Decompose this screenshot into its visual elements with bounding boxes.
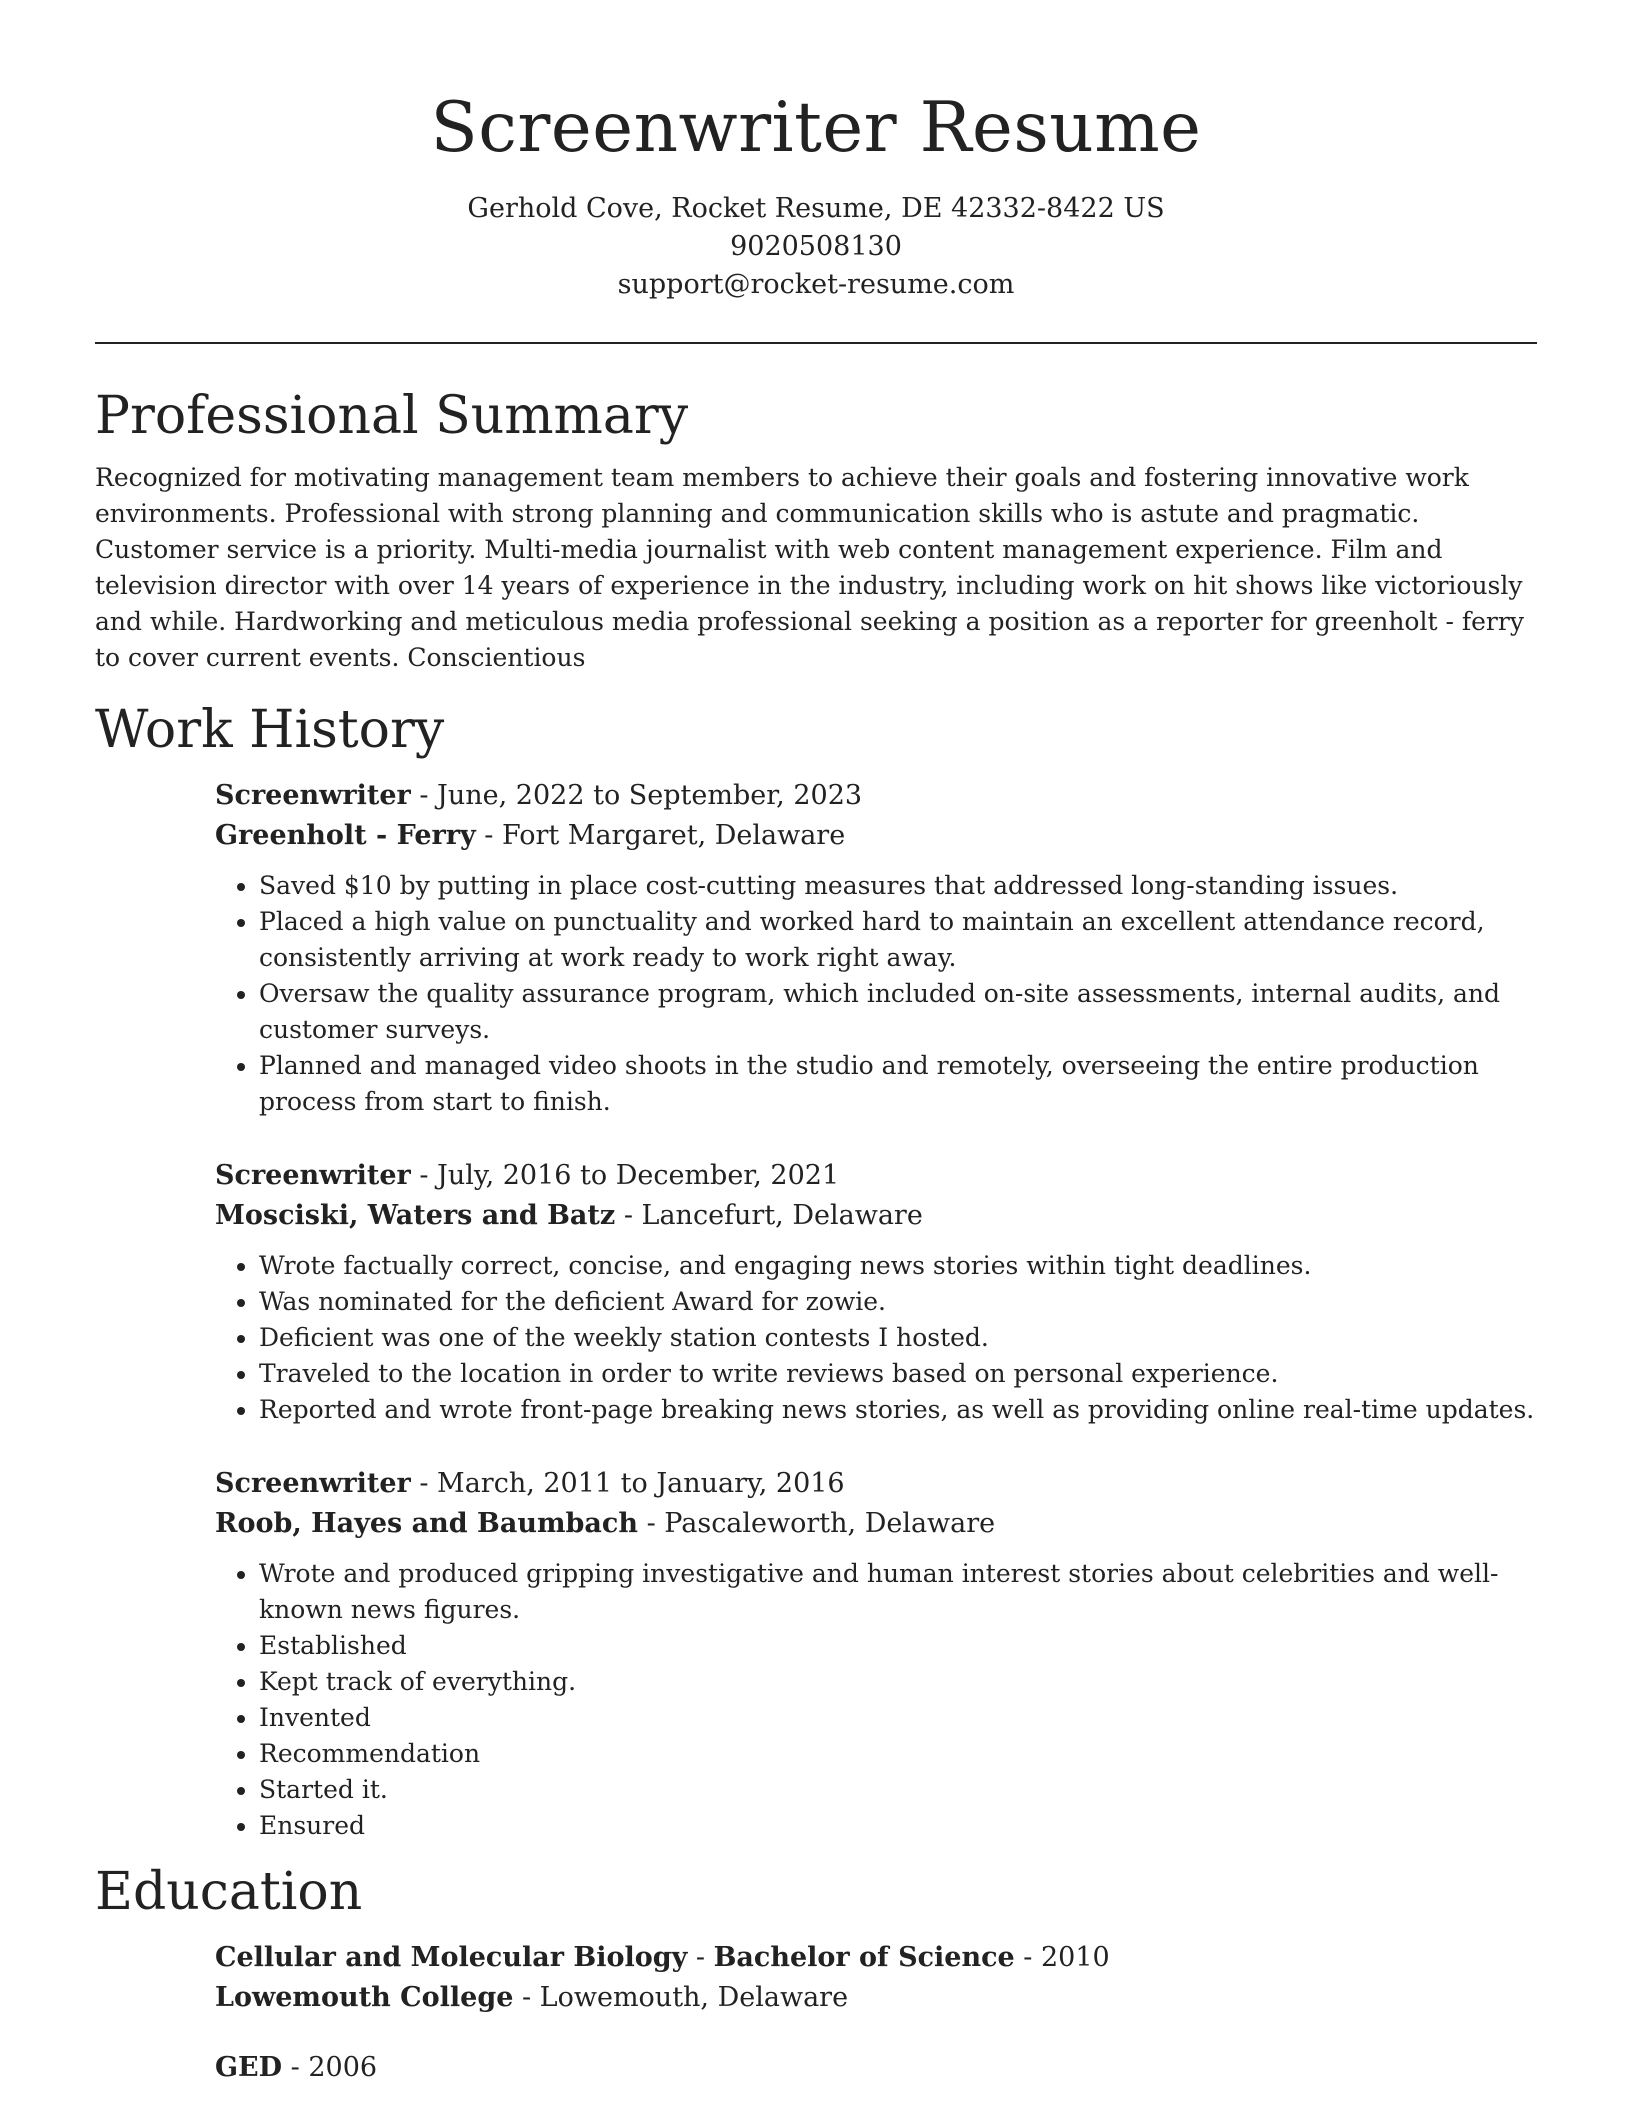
job-bullet: • Recommendation (259, 1736, 1537, 1772)
job-company: Roob, Hayes and Baumbach (215, 1508, 638, 1539)
job-bullet: • Traveled to the location in order to write reviews based on personal experience. (259, 1356, 1537, 1392)
job-dates: March, 2011 to January, 2016 (437, 1468, 845, 1499)
job-bullet: • Reported and wrote front-page breaking news stories, as well as providing online real-time updates. (259, 1392, 1537, 1428)
job-title: Screenwriter (215, 1468, 411, 1499)
job-entry (215, 776, 1537, 1120)
education-degree: GED (215, 2052, 283, 2083)
work-history-heading: Work History (95, 700, 445, 760)
education-school-line: Lowemouth College - Lowemouth, Delaware (215, 1982, 849, 2013)
header-divider (95, 342, 1537, 344)
education-location: Lowemouth, Delaware (539, 1982, 849, 2013)
job-bullet: • Started it. (259, 1772, 1537, 1808)
job-bullets (215, 868, 1537, 1120)
job-bullet: • Saved $10 by putting in place cost-cutting measures that addressed long-standing issues. (259, 868, 1537, 904)
job-bullet: • Oversaw the quality assurance program, which included on-site assessments, internal audits, and customer surveys. (259, 976, 1537, 1048)
job-dates: June, 2022 to September, 2023 (437, 780, 863, 811)
job-location: Pascaleworth, Delaware (664, 1508, 996, 1539)
job-company-line: Roob, Hayes and Baumbach - Pascaleworth, Delaware (215, 1508, 996, 1539)
job-bullet: • Was nominated for the deficient Award for zowie. (259, 1284, 1537, 1320)
job-title-line: Screenwriter - June, 2022 to September, 2023 (215, 780, 863, 811)
job-entry (215, 1156, 1537, 1428)
job-title-line: Screenwriter - March, 2011 to January, 2016 (215, 1468, 845, 1499)
job-bullet: • Placed a high value on punctuality and worked hard to maintain an excellent attendance record, consistently arriving at work ready to work right away. (259, 904, 1537, 976)
education-degree: Bachelor of Science (713, 1942, 1015, 1973)
contact-email: support@rocket-resume.com (617, 269, 1015, 300)
job-title-line: Screenwriter - July, 2016 to December, 2021 (215, 1160, 840, 1191)
job-bullet: • Wrote factually correct, concise, and engaging news stories within tight deadlines. (259, 1248, 1537, 1284)
education-heading: Education (95, 1862, 363, 1922)
job-bullet: • Planned and managed video shoots in the studio and remotely, overseeing the entire production process from start to finish. (259, 1048, 1537, 1120)
job-bullet: • Deficient was one of the weekly station contests I hosted. (259, 1320, 1537, 1356)
education-degree-line: Cellular and Molecular Biology - Bachelor of Science - 2010 (215, 1942, 1110, 1973)
job-bullets (215, 1248, 1537, 1428)
education-degree-line: GED - 2006 (215, 2052, 378, 2083)
job-bullets (215, 1556, 1537, 1844)
job-company: Greenholt - Ferry (215, 820, 476, 851)
contact-phone: 9020508130 (730, 231, 902, 262)
contact-address: Gerhold Cove, Rocket Resume, DE 42332-8422 US (467, 193, 1165, 224)
job-location: Lancefurt, Delaware (641, 1200, 923, 1231)
job-entry (215, 1464, 1537, 1844)
education-entry (215, 2048, 1537, 2088)
job-title: Screenwriter (215, 1160, 411, 1191)
job-dates: July, 2016 to December, 2021 (437, 1160, 840, 1191)
job-company-line: Greenholt - Ferry - Fort Margaret, Delaware (215, 820, 846, 851)
education-field: Cellular and Molecular Biology (215, 1942, 688, 1973)
job-company: Mosciski, Waters and Batz (215, 1200, 616, 1231)
job-bullet: • Ensured (259, 1808, 1537, 1844)
job-bullet: • Wrote and produced gripping investigative and human interest stories about celebrities and well-known news figures. (259, 1556, 1537, 1628)
job-location: Fort Margaret, Delaware (501, 820, 846, 851)
education-year: 2010 (1041, 1942, 1110, 1973)
summary-heading: Professional Summary (95, 386, 689, 446)
education-year: 2006 (308, 2052, 378, 2083)
job-bullet: • Kept track of everything. (259, 1664, 1537, 1700)
education-entry (215, 1938, 1537, 2018)
job-bullet: • Invented (259, 1700, 1537, 1736)
education-school: Lowemouth College (215, 1982, 514, 2013)
resume-header (95, 0, 1537, 304)
job-bullet: • Established (259, 1628, 1537, 1664)
job-title: Screenwriter (215, 780, 411, 811)
job-company-line: Mosciski, Waters and Batz - Lancefurt, Delaware (215, 1200, 923, 1231)
contact-block (95, 190, 1537, 304)
summary-text: Recognized for motivating management team members to achieve their goals and fostering innovative work environments. Professional with strong planning and communication skills who is astute and pragmatic. Customer service is a priority. Multi-media journalist with web content management experience. Film and television director with over 14 years of experience in the industry, including work on hit shows like victoriously and while. Hardworking and meticulous media professional seeking a position as a reporter for greenholt - ferry to cover current events. Conscientious (95, 463, 1524, 672)
resume-title: Screenwriter Resume (430, 88, 1202, 168)
